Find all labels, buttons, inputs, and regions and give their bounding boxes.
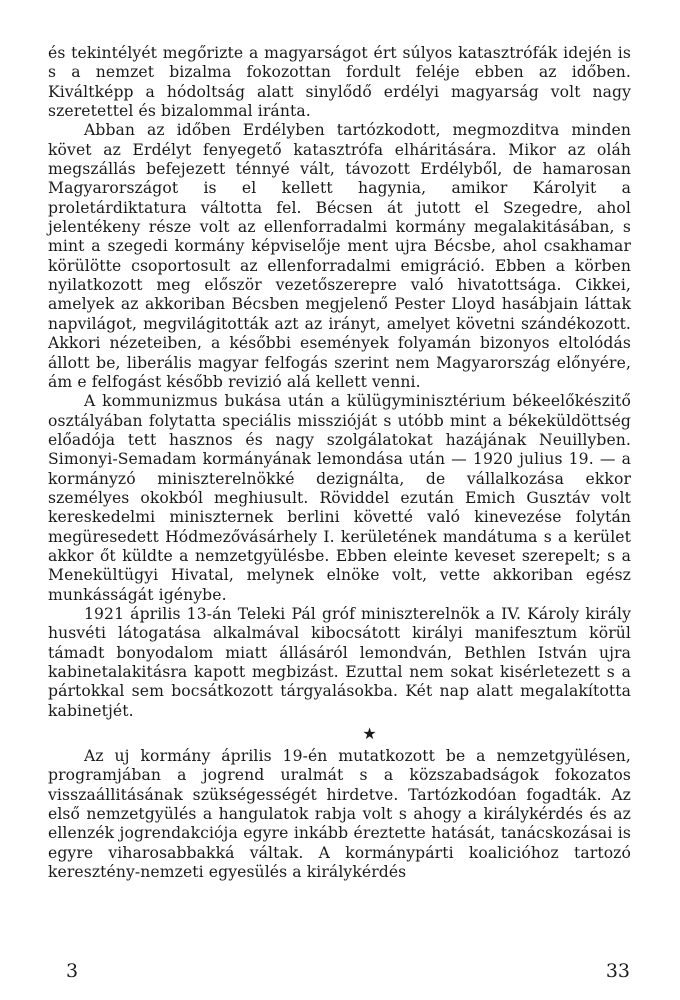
paragraph-erdely: Abban az időben Erdélyben tartózkodott, megmozditva minden követ az Erdélyt fenyegető katasztrófa elháritására. Mikor az oláh megszállás befejezett ténnyé vált, távozott Erdélyből, de hamarosan Magyarországot is el kellett hagynia, amikor Károlyit a proletárdiktatura váltotta fel. Bécsen át jutott el Szegedre, ahol jelentékeny része volt az ellenforradalmi kormány megalakitásában, s mint a szegedi kormány képviselője ment ujra Bécsbe, ahol csakhamar körülötte csoportosult az ellenforradalmi emigráció. Ebben a körben nyilatkozott meg először vezetőszerepre való hivatottsága. Cikkei, amelyek az akkoriban Bécsben megjelenő Pester Lloyd hasábjain láttak napvilágot, megvilágitották azt az irányt, amelyet követni szándékozott. Akkori nézeteiben, a későbbi események folyamán bizonyos eltolódás állott be, liberális magyar felfogás szerint nem Magyarország előnyére, ám e felfogást később revizió alá kellett venni. xyxy=(48,121,631,391)
signature-mark: 3 xyxy=(66,960,79,982)
paragraph-kulugyminiszterium: A kommunizmus bukása után a külügyminisztérium békeelőkészitő osztályában folytatta speciális misszióját s utóbb mint a békeküldöttség előadója tett hasznos és nagy szolgálatokat hazájának Neuillyben. Simonyi-Semadam kormányának lemondása után — 1920 julius 19. — a kormányzó miniszterelnökké dezignálta, de vállalkozása ekkor személyes okokból meghiusult. Röviddel ezután Emich Gusztáv volt kereskedelmi miniszternek berlini követté való kinevezése folytán megüresedett Hódmezővásárhely I. kerületének mandátuma s a kerület akkor őt küldte a nemzetgyülésbe. Ebben eleinte keveset szerepelt; s a Menekültügyi Hivatal, melynek elnöke volt, vette akkoriban egész munkásságát igénybe. xyxy=(48,392,631,604)
page-body xyxy=(48,44,631,882)
paragraph-uj-kormany: Az uj kormány április 19-én mutatkozott be a nemzetgyülésen, programjában a jogrend uralmát s a közszabadságok fokozatos visszaállitásának szükségességét hirdetve. Tartózkodóan fogadták. Az első nemzetgyülés a hangulatok rabja volt s ahogy a királykérdés és az ellenzék jogrendakciója egyre inkább éreztette hatását, tanácskozásai is egyre viharosabbakká váltak. A kormánypárti koalicióhoz tartozó keresztény-nemzeti egyesülés a királykérdés xyxy=(48,747,631,882)
section-separator-star: ★ xyxy=(362,724,377,744)
paragraph-kabinetalakitas: 1921 április 13-án Teleki Pál gróf miniszterelnök a IV. Károly király husvéti látogatása alkalmával kibocsátott királyi manifesztum körül támadt bonyodalom miatt állásáról lemondván, Bethlen István ujra kabinetalakitásra kapott megbizást. Ezuttal nem sokat kisérletezett s a pártokkal sem bocsátkozott tárgyalásokba. Két nap alatt megalakította kabinetjét. xyxy=(48,604,631,720)
paragraph-continuation: és tekintélyét megőrizte a magyarságot ért súlyos katasztrófák idején is s a nemzet bizalma fokozottan fordult feléje ebben az időben. Kiváltképp a hódoltság alatt sinylődő erdélyi magyarság volt nagy szeretettel és bizalommal iránta. xyxy=(48,44,631,121)
page-number: 33 xyxy=(605,960,630,982)
